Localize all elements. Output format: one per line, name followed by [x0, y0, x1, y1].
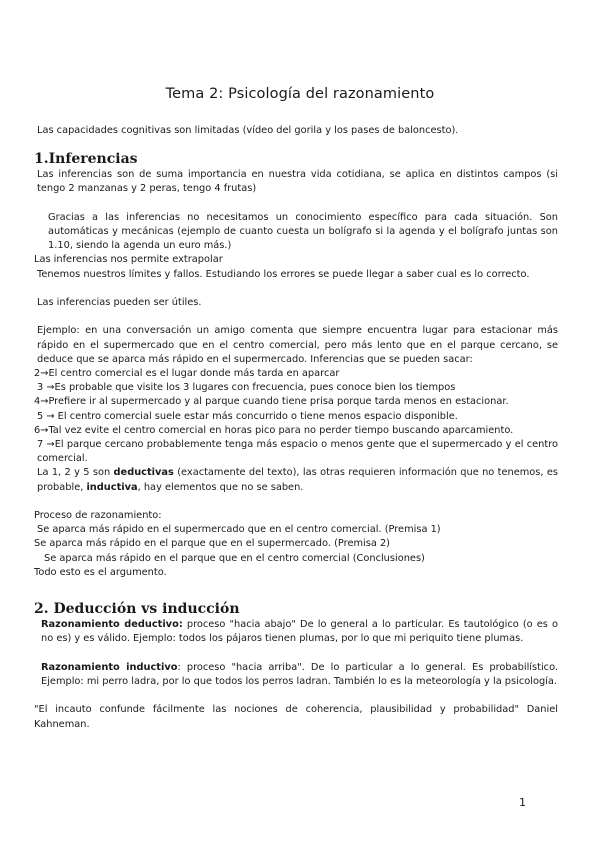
inductive-reasoning-text: : proceso "hacia arriba". De lo particular a lo general. Es probabilístico. Ejemplo: mi perro ladra, por lo que todos los perros ladran. También lo es la meteorología y la psicología. — [41, 661, 559, 688]
process-argument: Todo esto es el argumento. — [34, 566, 167, 578]
inferences-paragraph-3: Las inferencias nos permite extrapolar — [34, 254, 223, 266]
process-title: Proceso de razonamiento: — [34, 510, 162, 522]
deductive-inductive-paragraph — [34, 466, 558, 494]
inductive-reasoning-paragraph — [34, 661, 558, 689]
section-heading-inferencias: 1.Inferencias — [34, 151, 138, 168]
deductive-reasoning-text: proceso "hacia abajo" De lo general a lo particular. Es tautológico (o es o no es) y es válido. Ejemplo: todos los pájaros tienen plumas, por lo que mi periquito tiene plumas. — [41, 619, 559, 645]
process-conclusion: Se aparca más rápido en el parque que en el centro comercial (Conclusiones) — [44, 552, 425, 564]
kahneman-quote: "El incauto confunde fácilmente las nociones de coherencia, plausibilidad y probabilidad" Daniel Kahneman. — [34, 704, 558, 730]
page-number: 1 — [519, 796, 526, 809]
process-premise-2: Se aparca más rápido en el parque que en el supermercado. (Premisa 2) — [34, 538, 391, 550]
intro-paragraph: Las capacidades cognitivas son limitadas (vídeo del gorila y los pases de baloncesto). — [37, 125, 459, 136]
inference-item-2: 2→El centro comercial es el lugar donde más tarda en aparcar — [34, 368, 340, 379]
inductive-reasoning-label: Razonamiento inductivo — [41, 661, 178, 673]
page-content — [34, 124, 558, 732]
deductive-bold: deductivas — [113, 467, 174, 479]
deductive-text-mid: (exactamente del texto), las otras requieren información que no tenemos, es probable, — [37, 467, 558, 493]
deductive-reasoning-label: Razonamiento deductivo — [41, 619, 179, 631]
inferences-paragraph-5: Las inferencias pueden ser útiles. — [37, 297, 202, 308]
section-heading-deduccion: 2. Deducción vs inducción — [34, 601, 240, 618]
deductive-reasoning-paragraph — [34, 618, 558, 646]
inference-item-6: 6→Tal vez evite el centro comercial en horas pico para no perder tiempo buscando aparcamiento. — [34, 424, 514, 436]
inferences-paragraph-2: Gracias a las inferencias no necesitamos un conocimiento específico para cada situación. Son automáticas y mecánicas (ejemplo de cuanto cuesta un bolígrafo si la agenda y el bolígrafo juntas son 1.10, siendo la agenda un euro más.) — [48, 211, 558, 252]
page-title: Tema 2: Psicología del razonamiento — [165, 86, 435, 102]
process-premise-1: Se aparca más rápido en el supermercado que en el centro comercial. (Premisa 1) — [37, 524, 441, 536]
inductive-bold: inductiva — [86, 481, 138, 493]
example-paragraph: Ejemplo: en una conversación un amigo comenta que siempre encuentra lugar para estacionar más rápido en el supermercado que en el centro comercial, pero más lento que en el parque cercano, se deduce que se aparca más rápido en el supermercado. Inferencias que se pueden sacar: — [37, 325, 558, 365]
inference-item-4: 4→Prefiere ir al supermercado y al parque cuando tiene prisa porque tarda menos en estacionar. — [34, 396, 509, 408]
inferences-paragraph-1: Las inferencias son de suma importancia en nuestra vida cotidiana, se aplica en distintos campos (si tengo 2 manzanas y 2 peras, tengo 4 frutas) — [37, 169, 558, 195]
deductive-reasoning-colon: : — [178, 619, 183, 631]
inference-item-5: 5 → El centro comercial suele estar más concurrido o tiene menos espacio disponible. — [37, 410, 458, 422]
inference-item-7: 7 →El parque cercano probablemente tenga más espacio o menos gente que el supermercado y el centro comercial. — [37, 439, 558, 465]
inference-item-3: 3 →Es probable que visite los 3 lugares con frecuencia, pues conoce bien los tiempos — [37, 382, 456, 394]
deductive-text-post: , hay elementos que no se saben. — [137, 481, 304, 493]
deductive-text-pre: La 1, 2 y 5 son — [37, 467, 114, 479]
inferences-paragraph-4: Tenemos nuestros límites y fallos. Estudiando los errores se puede llegar a saber cual es lo correcto. — [37, 268, 530, 280]
